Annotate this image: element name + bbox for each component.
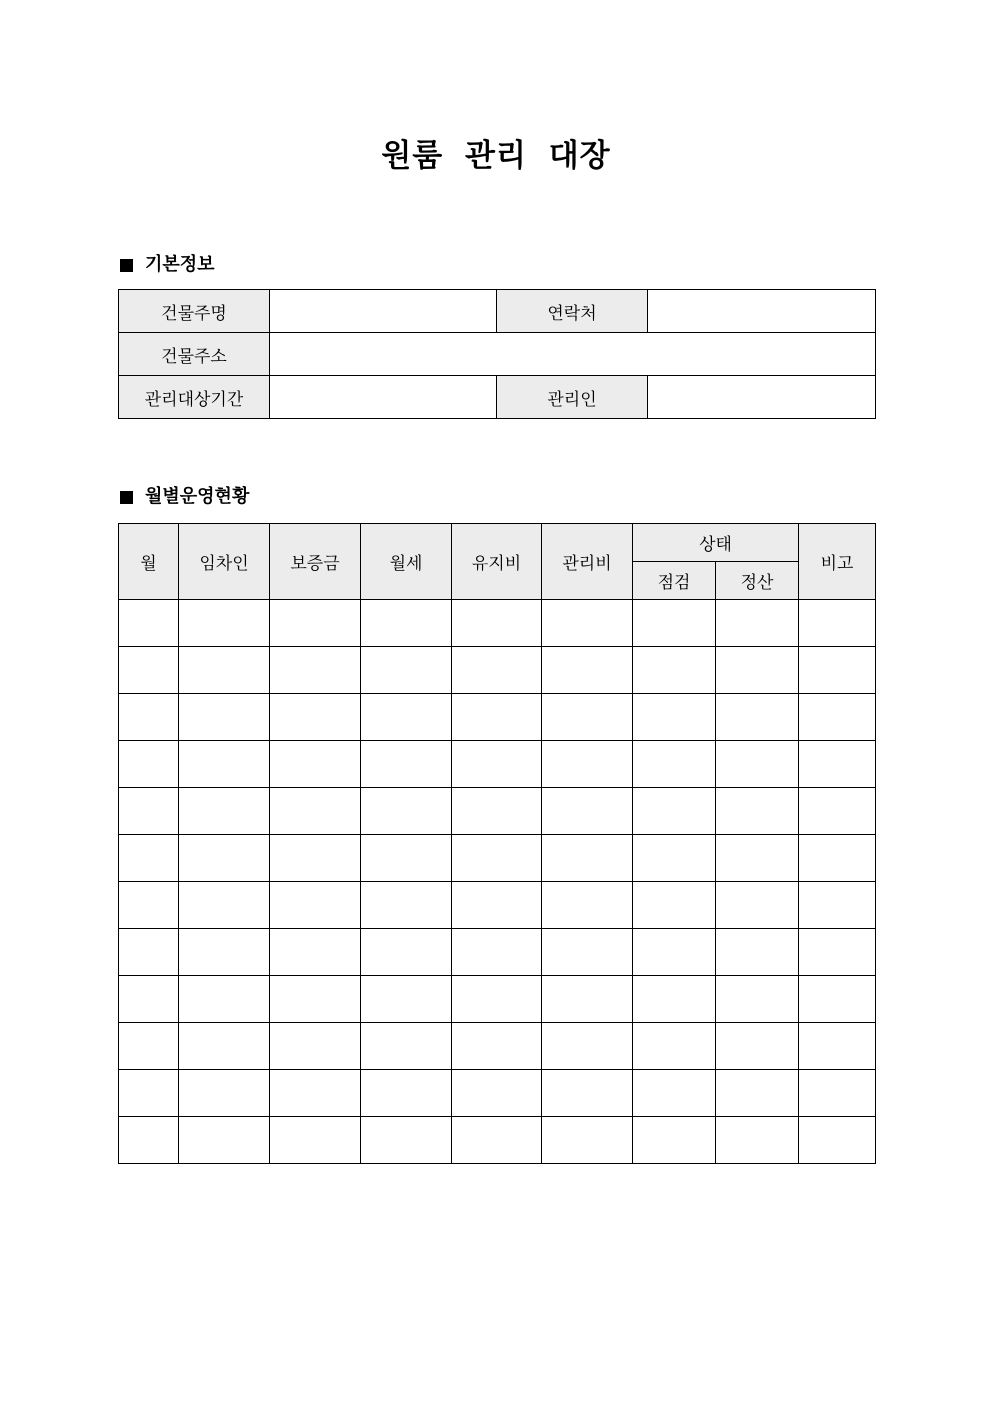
cell-deposit[interactable] [270, 1117, 361, 1164]
table-row [119, 647, 876, 694]
cell-settlement[interactable] [716, 1023, 799, 1070]
cell-management-fee[interactable] [542, 976, 633, 1023]
cell-deposit[interactable] [270, 882, 361, 929]
cell-settlement[interactable] [716, 929, 799, 976]
monthly-status-table [118, 523, 876, 1164]
label-building-address: 건물주소 [119, 333, 270, 376]
cell-remarks[interactable] [799, 647, 876, 694]
cell-maintenance[interactable] [452, 1070, 542, 1117]
cell-maintenance[interactable] [452, 1023, 542, 1070]
cell-inspection[interactable] [633, 835, 716, 882]
col-header-status: 상태 [633, 524, 799, 562]
table-row [119, 600, 876, 647]
cell-month[interactable] [119, 788, 179, 835]
field-building-name[interactable] [270, 290, 497, 333]
cell-settlement[interactable] [716, 788, 799, 835]
cell-tenant[interactable] [179, 647, 270, 694]
col-header-tenant: 임차인 [179, 524, 270, 600]
header-row [119, 524, 876, 562]
cell-management-fee[interactable] [542, 1117, 633, 1164]
cell-deposit[interactable] [270, 1023, 361, 1070]
cell-inspection[interactable] [633, 1023, 716, 1070]
field-management-period[interactable] [270, 376, 497, 419]
cell-management-fee[interactable] [542, 1023, 633, 1070]
cell-month[interactable] [119, 835, 179, 882]
cell-month[interactable] [119, 647, 179, 694]
table-row [119, 1117, 876, 1164]
cell-inspection[interactable] [633, 600, 716, 647]
cell-maintenance[interactable] [452, 1117, 542, 1164]
cell-settlement[interactable] [716, 835, 799, 882]
cell-settlement[interactable] [716, 600, 799, 647]
cell-management-fee[interactable] [542, 929, 633, 976]
cell-monthly-rent[interactable] [361, 647, 452, 694]
cell-tenant[interactable] [179, 741, 270, 788]
section-heading-monthly-status-label: 월별운영현황 [145, 486, 250, 507]
table-row [119, 835, 876, 882]
cell-maintenance[interactable] [452, 647, 542, 694]
cell-maintenance[interactable] [452, 600, 542, 647]
table-row [119, 1023, 876, 1070]
cell-deposit[interactable] [270, 835, 361, 882]
col-header-settlement: 정산 [716, 562, 799, 600]
cell-maintenance[interactable] [452, 976, 542, 1023]
cell-deposit[interactable] [270, 788, 361, 835]
cell-month[interactable] [119, 1070, 179, 1117]
cell-remarks[interactable] [799, 788, 876, 835]
cell-maintenance[interactable] [452, 835, 542, 882]
field-manager[interactable] [648, 376, 876, 419]
cell-maintenance[interactable] [452, 929, 542, 976]
basic-info-table [118, 289, 876, 419]
cell-management-fee[interactable] [542, 788, 633, 835]
cell-tenant[interactable] [179, 1117, 270, 1164]
basic-info-row [119, 290, 876, 333]
col-header-maintenance: 유지비 [452, 524, 542, 600]
table-row [119, 929, 876, 976]
table-row [119, 1070, 876, 1117]
cell-management-fee[interactable] [542, 600, 633, 647]
cell-inspection[interactable] [633, 882, 716, 929]
col-header-inspection: 점검 [633, 562, 716, 600]
cell-deposit[interactable] [270, 976, 361, 1023]
cell-monthly-rent[interactable] [361, 600, 452, 647]
table-row [119, 741, 876, 788]
cell-monthly-rent[interactable] [361, 741, 452, 788]
cell-inspection[interactable] [633, 788, 716, 835]
cell-tenant[interactable] [179, 835, 270, 882]
field-contact[interactable] [648, 290, 876, 333]
cell-inspection[interactable] [633, 741, 716, 788]
page-title: 원룸 관리 대장 [381, 138, 611, 174]
section-heading-monthly-status [119, 485, 249, 509]
cell-settlement[interactable] [716, 647, 799, 694]
cell-remarks[interactable] [799, 929, 876, 976]
cell-settlement[interactable] [716, 882, 799, 929]
col-header-remarks: 비고 [799, 524, 876, 600]
cell-inspection[interactable] [633, 1070, 716, 1117]
cell-month[interactable] [119, 1023, 179, 1070]
cell-deposit[interactable] [270, 647, 361, 694]
table-row [119, 694, 876, 741]
cell-remarks[interactable] [799, 882, 876, 929]
cell-maintenance[interactable] [452, 694, 542, 741]
cell-settlement[interactable] [716, 976, 799, 1023]
label-contact: 연락처 [497, 290, 648, 333]
cell-remarks[interactable] [799, 600, 876, 647]
cell-remarks[interactable] [799, 976, 876, 1023]
cell-tenant[interactable] [179, 788, 270, 835]
cell-deposit[interactable] [270, 600, 361, 647]
cell-tenant[interactable] [179, 1070, 270, 1117]
cell-tenant[interactable] [179, 882, 270, 929]
table-row [119, 788, 876, 835]
cell-inspection[interactable] [633, 976, 716, 1023]
cell-settlement[interactable] [716, 1117, 799, 1164]
cell-settlement[interactable] [716, 694, 799, 741]
square-bullet-icon [120, 491, 133, 504]
cell-management-fee[interactable] [542, 882, 633, 929]
table-row [119, 976, 876, 1023]
cell-tenant[interactable] [179, 1023, 270, 1070]
table-row [119, 882, 876, 929]
cell-monthly-rent[interactable] [361, 929, 452, 976]
field-building-address[interactable] [270, 333, 876, 376]
cell-monthly-rent[interactable] [361, 788, 452, 835]
cell-management-fee[interactable] [542, 835, 633, 882]
col-header-monthly-rent: 월세 [361, 524, 452, 600]
cell-tenant[interactable] [179, 600, 270, 647]
cell-monthly-rent[interactable] [361, 976, 452, 1023]
cell-maintenance[interactable] [452, 741, 542, 788]
cell-inspection[interactable] [633, 647, 716, 694]
cell-management-fee[interactable] [542, 647, 633, 694]
cell-tenant[interactable] [179, 929, 270, 976]
cell-remarks[interactable] [799, 1023, 876, 1070]
label-management-period: 관리대상기간 [119, 376, 270, 419]
cell-management-fee[interactable] [542, 1070, 633, 1117]
section-heading-basic-info-label: 기본정보 [145, 254, 215, 275]
cell-month[interactable] [119, 882, 179, 929]
label-building-name: 건물주명 [119, 290, 270, 333]
cell-deposit[interactable] [270, 741, 361, 788]
section-heading-basic-info [119, 253, 215, 277]
cell-deposit[interactable] [270, 929, 361, 976]
cell-monthly-rent[interactable] [361, 882, 452, 929]
cell-tenant[interactable] [179, 694, 270, 741]
cell-month[interactable] [119, 1117, 179, 1164]
cell-monthly-rent[interactable] [361, 1023, 452, 1070]
label-manager: 관리인 [497, 376, 648, 419]
cell-maintenance[interactable] [452, 882, 542, 929]
cell-remarks[interactable] [799, 835, 876, 882]
col-header-deposit: 보증금 [270, 524, 361, 600]
cell-inspection[interactable] [633, 694, 716, 741]
cell-month[interactable] [119, 929, 179, 976]
cell-deposit[interactable] [270, 694, 361, 741]
cell-tenant[interactable] [179, 976, 270, 1023]
cell-month[interactable] [119, 600, 179, 647]
cell-monthly-rent[interactable] [361, 1070, 452, 1117]
col-header-month: 월 [119, 524, 179, 600]
cell-inspection[interactable] [633, 1117, 716, 1164]
cell-management-fee[interactable] [542, 741, 633, 788]
cell-maintenance[interactable] [452, 788, 542, 835]
cell-month[interactable] [119, 741, 179, 788]
cell-settlement[interactable] [716, 1070, 799, 1117]
cell-inspection[interactable] [633, 929, 716, 976]
basic-info-row [119, 376, 876, 419]
cell-remarks[interactable] [799, 1070, 876, 1117]
cell-remarks[interactable] [799, 1117, 876, 1164]
basic-info-row [119, 333, 876, 376]
cell-deposit[interactable] [270, 1070, 361, 1117]
cell-month[interactable] [119, 976, 179, 1023]
cell-settlement[interactable] [716, 741, 799, 788]
cell-monthly-rent[interactable] [361, 1117, 452, 1164]
cell-monthly-rent[interactable] [361, 835, 452, 882]
cell-remarks[interactable] [799, 694, 876, 741]
col-header-management-fee: 관리비 [542, 524, 633, 600]
cell-monthly-rent[interactable] [361, 694, 452, 741]
square-bullet-icon [120, 259, 133, 272]
monthly-status-body [119, 600, 876, 1164]
cell-month[interactable] [119, 694, 179, 741]
cell-remarks[interactable] [799, 741, 876, 788]
cell-management-fee[interactable] [542, 694, 633, 741]
